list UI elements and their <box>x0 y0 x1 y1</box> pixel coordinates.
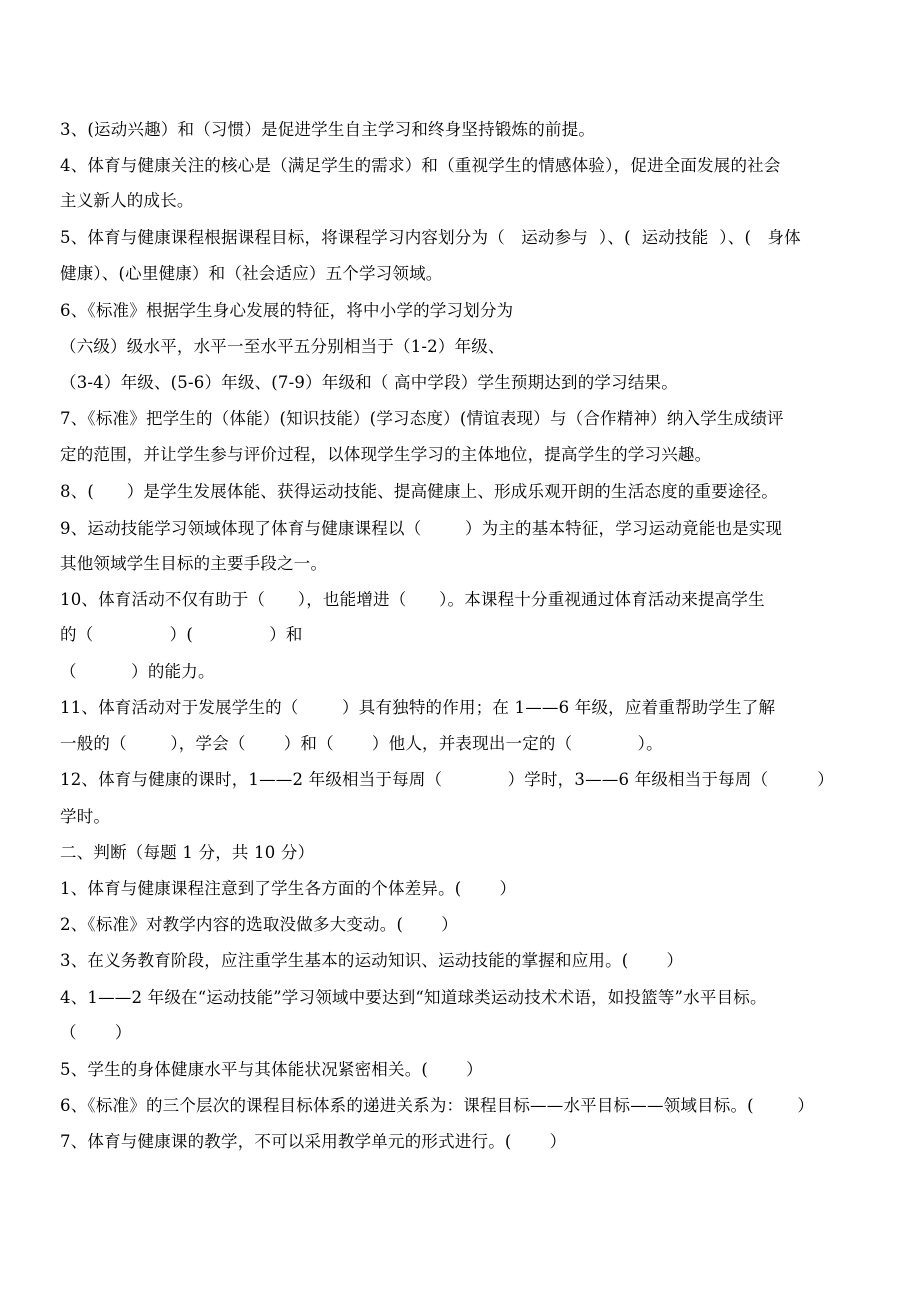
question-10-line-1: 10、体育活动不仅有助于（ ），也能增进（ ）。本课程十分重视通过体育活动来提高学生 <box>60 590 765 609</box>
question-6-line-3: （3-4）年级、(5-6）年级、(7-9）年级和（ 高中学段）学生预期达到的学习结果。 <box>60 373 678 392</box>
judge-5: 5、学生的身体健康水平与其体能状况紧密相关。( ） <box>60 1060 483 1079</box>
judge-2: 2、《标准》对教学内容的选取没做多大变动。( ） <box>60 915 458 934</box>
judge-6: 6、《标准》的三个层次的课程目标体系的递进关系为：课程目标——水平目标——领域目标。( ） <box>60 1096 815 1115</box>
judge-1: 1、体育与健康课程注意到了学生各方面的个体差异。( ） <box>60 879 517 898</box>
question-4-line-2: 主义新人的成长。 <box>60 191 194 210</box>
question-9-line-1: 9、运动技能学习领域体现了体育与健康课程以（ ）为主的基本特征，学习运动竟能也是实现 <box>60 519 783 538</box>
question-10-line-3: （ ）的能力。 <box>60 662 215 681</box>
question-12-line-2: 学时。 <box>60 807 111 826</box>
question-11-line-2: 一般的（ ），学会（ ）和（ ）他人，并表现出一定的（ ）。 <box>60 734 663 753</box>
question-8-line-1: 8、( ）是学生发展体能、获得运动技能、提高健康上、形成乐观开朗的生活态度的重要途径。 <box>60 482 779 501</box>
question-5-line-1: 5、体育与健康课程根据课程目标，将课程学习内容划分为（ 运动参与 ）、( 运动技能 ）、( 身体 <box>60 228 801 247</box>
question-11-line-1: 11、体育活动对于发展学生的（ ）具有独特的作用；在 1——6 年级，应着重帮助学生了解 <box>60 698 776 717</box>
judge-3: 3、在义务教育阶段，应注重学生基本的运动知识、运动技能的掌握和应用。( ） <box>60 951 684 970</box>
question-6-line-2: （六级）级水平，水平一至水平五分别相当于（1-2）年级、 <box>60 337 505 356</box>
judge-7: 7、体育与健康课的教学，不可以采用教学单元的形式进行。( ） <box>60 1132 567 1151</box>
question-7-line-2: 定的范围，并让学生参与评价过程，以体现学生学习的主体地位，提高学生的学习兴趣。 <box>60 445 712 464</box>
question-5-line-2: 健康）、(心里健康）和（社会适应）五个学习领域。 <box>60 264 443 283</box>
question-12-line-1: 12、体育与健康的课时，1——2 年级相当于每周（ ）学时，3——6 年级相当于每周（ ） <box>60 770 834 789</box>
judge-4-line-2: （ ） <box>60 1023 132 1042</box>
judge-4-line-1: 4、1——2 年级在“运动技能”学习领域中要达到“知道球类运动技术术语，如投篮等”水平目标。 <box>60 988 767 1007</box>
question-6-line-1: 6、《标准》根据学生身心发展的特征，将中小学的学习划分为 <box>60 301 514 320</box>
question-9-line-2: 其他领域学生目标的主要手段之一。 <box>60 554 328 573</box>
question-7-line-1: 7、《标准》把学生的（体能）(知识技能）(学习态度）(情谊表现）与（合作精神）纳入学生成绩评 <box>60 409 784 428</box>
question-10-line-2: 的（ ）( ）和 <box>60 625 303 644</box>
question-3-line-1: 3、(运动兴趣）和（习惯）是促进学生自主学习和终身坚持锻炼的前提。 <box>60 120 596 139</box>
section-2-heading: 二、判断（每题 1 分，共 10 分） <box>60 843 315 862</box>
question-4-line-1: 4、体育与健康关注的核心是（满足学生的需求）和（重视学生的情感体验），促进全面发展的社会 <box>60 156 781 175</box>
